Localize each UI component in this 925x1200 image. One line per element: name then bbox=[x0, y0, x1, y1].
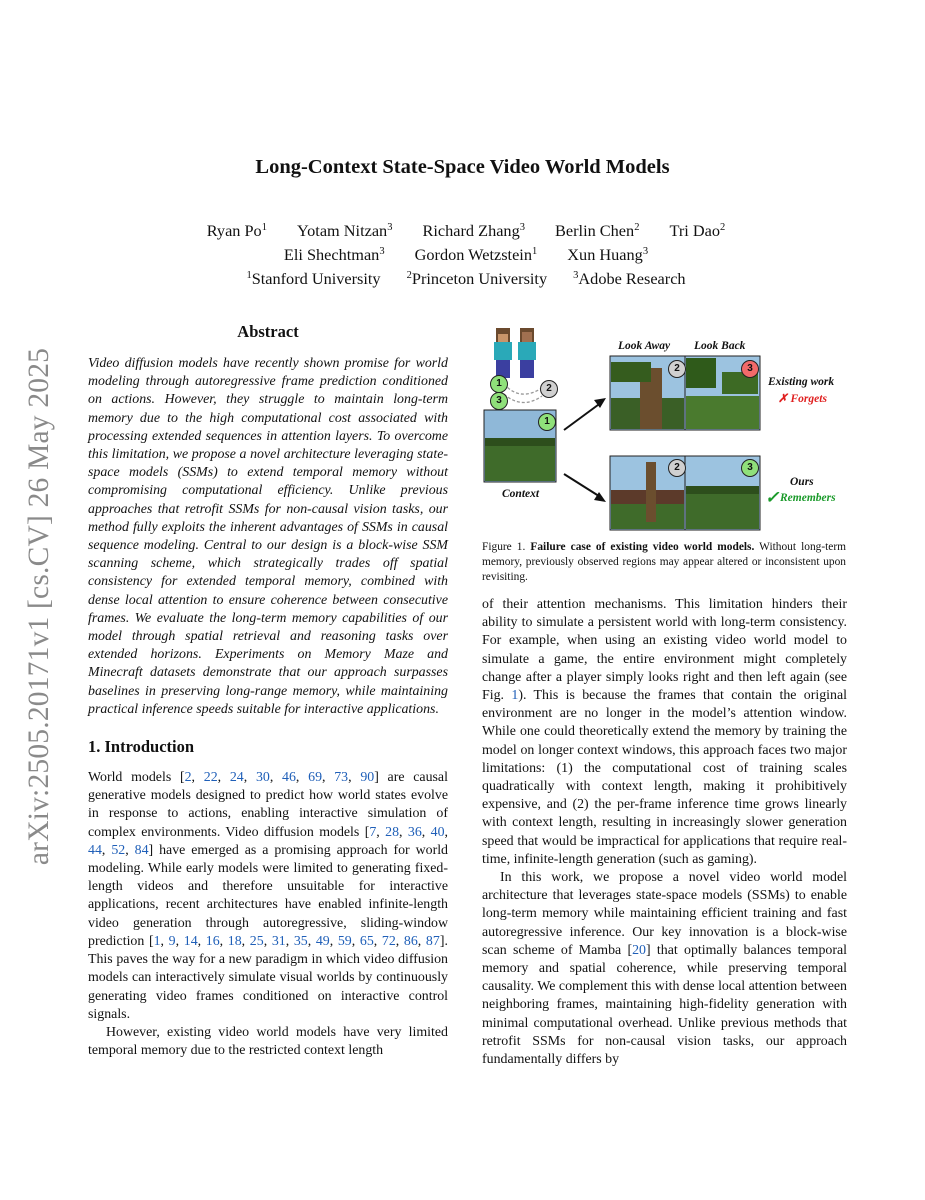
citation-link[interactable]: 84 bbox=[134, 842, 149, 858]
citation-link[interactable]: 72 bbox=[381, 933, 396, 949]
badge-1-icon: 1 bbox=[490, 375, 508, 393]
badge-2-icon: 2 bbox=[668, 459, 686, 477]
intro-paragraph-1: World models [2, 22, 24, 30, 46, 69, 73, 90] are causal generative models designed to predict how world states evolve in response to actions, enabling interactive simulation of complex environments. Video diffusion models [7, 28, 36, 40, 44, 52, 84] have emerged as a promising approach for world modeling. While early models were limited to generating fixed-length videos and therefore unsuitable for interactive applications, recent architectures have enabled infinite-length video generation through autoregressive, sliding-window prediction [1, 9, 14, 16, 18, 25, 31, 35, 49, 59, 65, 72, 86, 87]. This paves the way for a new paradigm in which video diffusion models can interactively simulate visual worlds by continuously generating video frames conditioned on interactive control signals. bbox=[88, 770, 449, 1022]
citation-link[interactable]: 35 bbox=[293, 933, 308, 949]
figure-1-caption bbox=[482, 540, 846, 585]
citation-link[interactable]: 59 bbox=[337, 933, 352, 949]
citation-link[interactable]: 20 bbox=[632, 942, 646, 958]
citation-link[interactable]: 52 bbox=[111, 842, 126, 858]
citation-link[interactable]: 2 bbox=[184, 770, 192, 786]
citation-link[interactable]: 14 bbox=[183, 933, 198, 949]
author: Yotam Nitzan$^3$ bbox=[297, 221, 393, 240]
citation-link[interactable]: 28 bbox=[385, 824, 400, 840]
label-ours: Ours bbox=[790, 476, 814, 488]
badge-3-icon: 3 bbox=[490, 392, 508, 410]
affiliation-row bbox=[0, 267, 925, 291]
citation-link[interactable]: 22 bbox=[203, 770, 218, 786]
affiliation: $^2$Princeton University bbox=[406, 269, 548, 288]
citation-link[interactable]: 9 bbox=[168, 933, 176, 949]
author: Ryan Po$^1$ bbox=[206, 221, 267, 240]
label-existing-work: Existing work bbox=[768, 376, 835, 388]
abstract-text: Video diffusion models have recently shown promise for world modeling through autoregressive frame prediction conditioned on actions. However, they struggle to maintain long-term memory due to the high computational cost associated with processing extended sequences in attention layers. To overcome this limitation, we propose a novel architecture leveraging state-space models (SSMs) to extend temporal memory without compromising computational efficiency. Unlike previous approaches that retrofit SSMs for non-causal vision tasks, our method fully exploits the inherent advantages of SSMs in causal sequence modeling. Central to our design is a block-wise SSM scanning scheme, which strategically trades off spatial consistency for extended temporal memory, combined with dense local attention to ensure coherence between consecutive frames. We evaluate the long-term memory capabilities of our model through spatial retrieval and reasoning tasks over extended horizons. Experiments on Memory Maze and Minecraft datasets demonstrate that our approach surpasses baselines in preserving long-range memory, while maintaining practical inference speeds suitable for interactive applications. bbox=[88, 356, 448, 717]
arrow-up-icon bbox=[564, 402, 602, 430]
citation-link[interactable]: 24 bbox=[229, 770, 244, 786]
paper-title: Long-Context State-Space Video World Models bbox=[255, 156, 670, 178]
left-column bbox=[88, 322, 448, 1060]
citation-link[interactable]: 44 bbox=[88, 842, 102, 858]
citation-link[interactable]: 7 bbox=[369, 824, 377, 840]
player-character-icon bbox=[494, 328, 536, 378]
intro-paragraph-2-continued: of their attention mechanisms. This limitation hinders their ability to simulate a persistent world with long-term consistency. For example, when using an existing video world model to simulate a game, the entire environment might completely change after a player simply looks right and then left again (see Fig. 1). This is because the frames that contain the original environment are no longer in the model’s attention window. While one could theoretically extend the memory by training the model on longer context windows, this approach faces two major limitations: (1) the computational cost of training scales quadratically with context length, making it prohibitively expensive, and (2) the per-frame inference time grows linearly with context length, resulting in increasingly slower generation speed that would be impractical for applications that require real-time, infinite-length generation (such as gaming). bbox=[482, 597, 847, 867]
checkmark-icon: ✓ bbox=[765, 488, 780, 507]
citation-link[interactable]: 18 bbox=[227, 933, 242, 949]
author-block bbox=[0, 219, 925, 291]
citation-link[interactable]: 49 bbox=[315, 933, 330, 949]
badge-2-icon: 2 bbox=[668, 360, 686, 378]
citation-link[interactable]: 65 bbox=[359, 933, 374, 949]
label-context: Context bbox=[502, 488, 540, 500]
author: Berlin Chen$^2$ bbox=[555, 221, 640, 240]
caption-title: Failure case of existing video world models. bbox=[530, 541, 755, 553]
citation-link[interactable]: 30 bbox=[255, 770, 270, 786]
caption-label: Figure 1. bbox=[482, 541, 526, 553]
rotation-arrow-icon bbox=[504, 384, 542, 394]
citation-link[interactable]: 25 bbox=[249, 933, 264, 949]
section-heading-introduction: 1. Introduction bbox=[88, 737, 195, 757]
citation-link[interactable]: 90 bbox=[360, 770, 375, 786]
citation-link[interactable]: 40 bbox=[430, 824, 445, 840]
citation-link[interactable]: 1 bbox=[153, 933, 161, 949]
arxiv-identifier-text: arXiv:2505.20171v1 [cs.CV] 26 May 2025 bbox=[23, 347, 56, 865]
citation-link[interactable]: 46 bbox=[282, 770, 296, 786]
citation-link[interactable]: 69 bbox=[308, 770, 323, 786]
intro-paragraph-2-start: However, existing video world models have very limited temporal memory due to the restricted context length bbox=[88, 1024, 448, 1059]
author: Eli Shechtman$^3$ bbox=[283, 245, 385, 264]
abstract-heading: Abstract bbox=[237, 322, 299, 341]
badge-3-icon: 3 bbox=[741, 459, 759, 477]
badge-3-icon: 3 bbox=[741, 360, 759, 378]
right-column bbox=[482, 596, 847, 1069]
label-forgets: ✗ Forgets bbox=[778, 393, 827, 405]
label-look-away: Look Away bbox=[618, 340, 671, 352]
author-row-1 bbox=[0, 219, 925, 243]
arxiv-identifier bbox=[12, 336, 68, 876]
intro-paragraph-3: In this work, we propose a novel video world model architecture that leverages state-space models (SSMs) to enable long-term memory while maintaining efficient training and fast autoregressive inference. Our key innovation is a block-wise scan scheme of Mamba [20] that optimally balances temporal memory and spatial coherence, while preserving temporal causality. We complement this with dense local attention between neighboring frames, maintaining high-fidelity generation with minimal computational overhead. Unlike previous methods that retrofit SSMs for non-causal vision tasks, our approach fundamentally differs by bbox=[482, 870, 847, 1068]
citation-link[interactable]: 31 bbox=[271, 933, 286, 949]
citation-link[interactable]: 36 bbox=[407, 824, 422, 840]
citation-link[interactable]: 87 bbox=[425, 933, 440, 949]
citation-link[interactable]: 1 bbox=[511, 688, 519, 704]
affiliation: $^1$Stanford University bbox=[246, 269, 381, 288]
label-look-back: Look Back bbox=[694, 340, 746, 352]
author-row-2 bbox=[0, 243, 925, 267]
label-remembers: Remembers bbox=[780, 492, 836, 504]
caption-text: Without long-term memory, previously observed regions may appear altered or inconsistent upon revisiting. bbox=[482, 541, 846, 583]
citation-link[interactable]: 73 bbox=[334, 770, 349, 786]
author: Gordon Wetzstein$^1$ bbox=[414, 245, 538, 264]
citation-link[interactable]: 86 bbox=[403, 933, 418, 949]
citation-link[interactable]: 16 bbox=[205, 933, 220, 949]
badge-2-icon: 2 bbox=[540, 380, 558, 398]
affiliation: $^3$Adobe Research bbox=[573, 269, 686, 288]
badge-1-icon: 1 bbox=[538, 413, 556, 431]
author: Xun Huang$^3$ bbox=[567, 245, 649, 264]
arrow-down-icon bbox=[564, 474, 602, 498]
author: Richard Zhang$^3$ bbox=[422, 221, 525, 240]
author: Tri Dao$^2$ bbox=[669, 221, 726, 240]
